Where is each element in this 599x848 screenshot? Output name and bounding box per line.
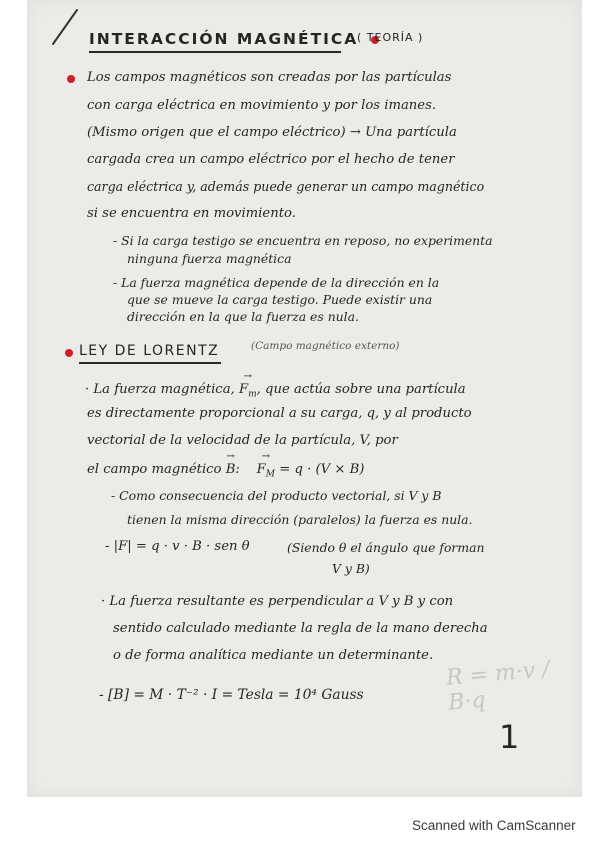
sub-point-line: ninguna fuerza magnética xyxy=(127,251,292,266)
bullet-red-icon xyxy=(65,349,73,357)
units-line: - [B] = M · T⁻² · I = Tesla = 10⁴ Gauss xyxy=(99,687,364,703)
formula-lhs-symbol: F xyxy=(256,462,266,477)
lorentz-line: vectorial de la velocidad de la partícula, V, por xyxy=(87,433,398,448)
bullet-red-icon xyxy=(67,75,75,83)
formula-rhs: = q · (V × B) xyxy=(279,462,365,477)
page-subtitle: ( TEORÍA ) xyxy=(357,31,424,44)
resultant-line: o de forma analítica mediante un determinante. xyxy=(113,648,434,663)
intro-line: si se encuentra en movimiento. xyxy=(87,206,296,221)
consequence-line: tienen la misma dirección (paralelos) la fuerza es nula. xyxy=(127,512,473,527)
lorentz-line xyxy=(87,460,364,480)
resultant-line: · La fuerza resultante es perpendicular a V y B y con xyxy=(101,594,454,609)
b-vector xyxy=(226,460,236,477)
intro-line: con carga eléctrica en movimiento y por los imanes. xyxy=(87,98,437,113)
b-symbol: B xyxy=(225,462,236,477)
sub-point-line: - Si la carga testigo se encuentra en reposo, no experimenta xyxy=(113,233,493,248)
page-number: 1 xyxy=(499,718,520,756)
intro-line: Los campos magnéticos son creadas por las partículas xyxy=(87,70,452,85)
sub-point-line: dirección en la que la fuerza es nula. xyxy=(127,309,359,324)
magnitude-formula: - |F| = q · v · B · sen θ xyxy=(105,539,250,554)
intro-line: cargada crea un campo eléctrico por el hecho de tener xyxy=(87,152,455,167)
consequence-line: - Como consecuencia del producto vectorial, si V y B xyxy=(111,488,442,503)
intro-line: carga eléctrica y, además puede generar un campo magnético xyxy=(87,179,485,194)
sub-point-line: que se mueve la carga testigo. Puede existir una xyxy=(127,292,433,307)
lorentz-line: es directamente proporcional a su carga, q, y al producto xyxy=(87,406,472,421)
resultant-line: sentido calculado mediante la regla de la mano derecha xyxy=(113,621,488,636)
fm-symbol: F xyxy=(238,382,249,397)
formula-lhs-sub: M xyxy=(265,469,276,480)
colon: : xyxy=(235,462,240,477)
lorentz-line1-b: , que actúa sobre una partícula xyxy=(256,382,466,397)
notebook-page xyxy=(27,0,582,797)
lorentz-line4-a: el campo magnético xyxy=(87,462,222,477)
corner-stroke xyxy=(47,6,87,48)
formula-lhs xyxy=(257,460,275,480)
ghost-formula: R = m·v / B·q xyxy=(445,656,551,716)
magnitude-note: (Siendo θ el ángulo que forman xyxy=(287,540,485,555)
section-subtitle: (Campo magnético externo) xyxy=(251,340,400,352)
force-vector xyxy=(239,380,257,400)
page-title: INTERACCIÓN MAGNÉTICA xyxy=(89,30,359,48)
fm-sub: m xyxy=(248,389,257,400)
sub-point-line: - La fuerza magnética depende de la dirección en la xyxy=(113,275,440,290)
lorentz-line1-a: · La fuerza magnética, xyxy=(85,382,235,397)
lorentz-line xyxy=(85,380,466,400)
scanner-watermark: Scanned with CamScanner xyxy=(412,818,576,833)
intro-line: (Mismo origen que el campo eléctrico) → Una partícula xyxy=(87,125,457,140)
magnitude-note: V y B) xyxy=(332,561,370,576)
section-title: LEY DE LORENTZ xyxy=(79,343,220,359)
title-underline xyxy=(89,51,341,53)
section-underline xyxy=(79,362,221,364)
